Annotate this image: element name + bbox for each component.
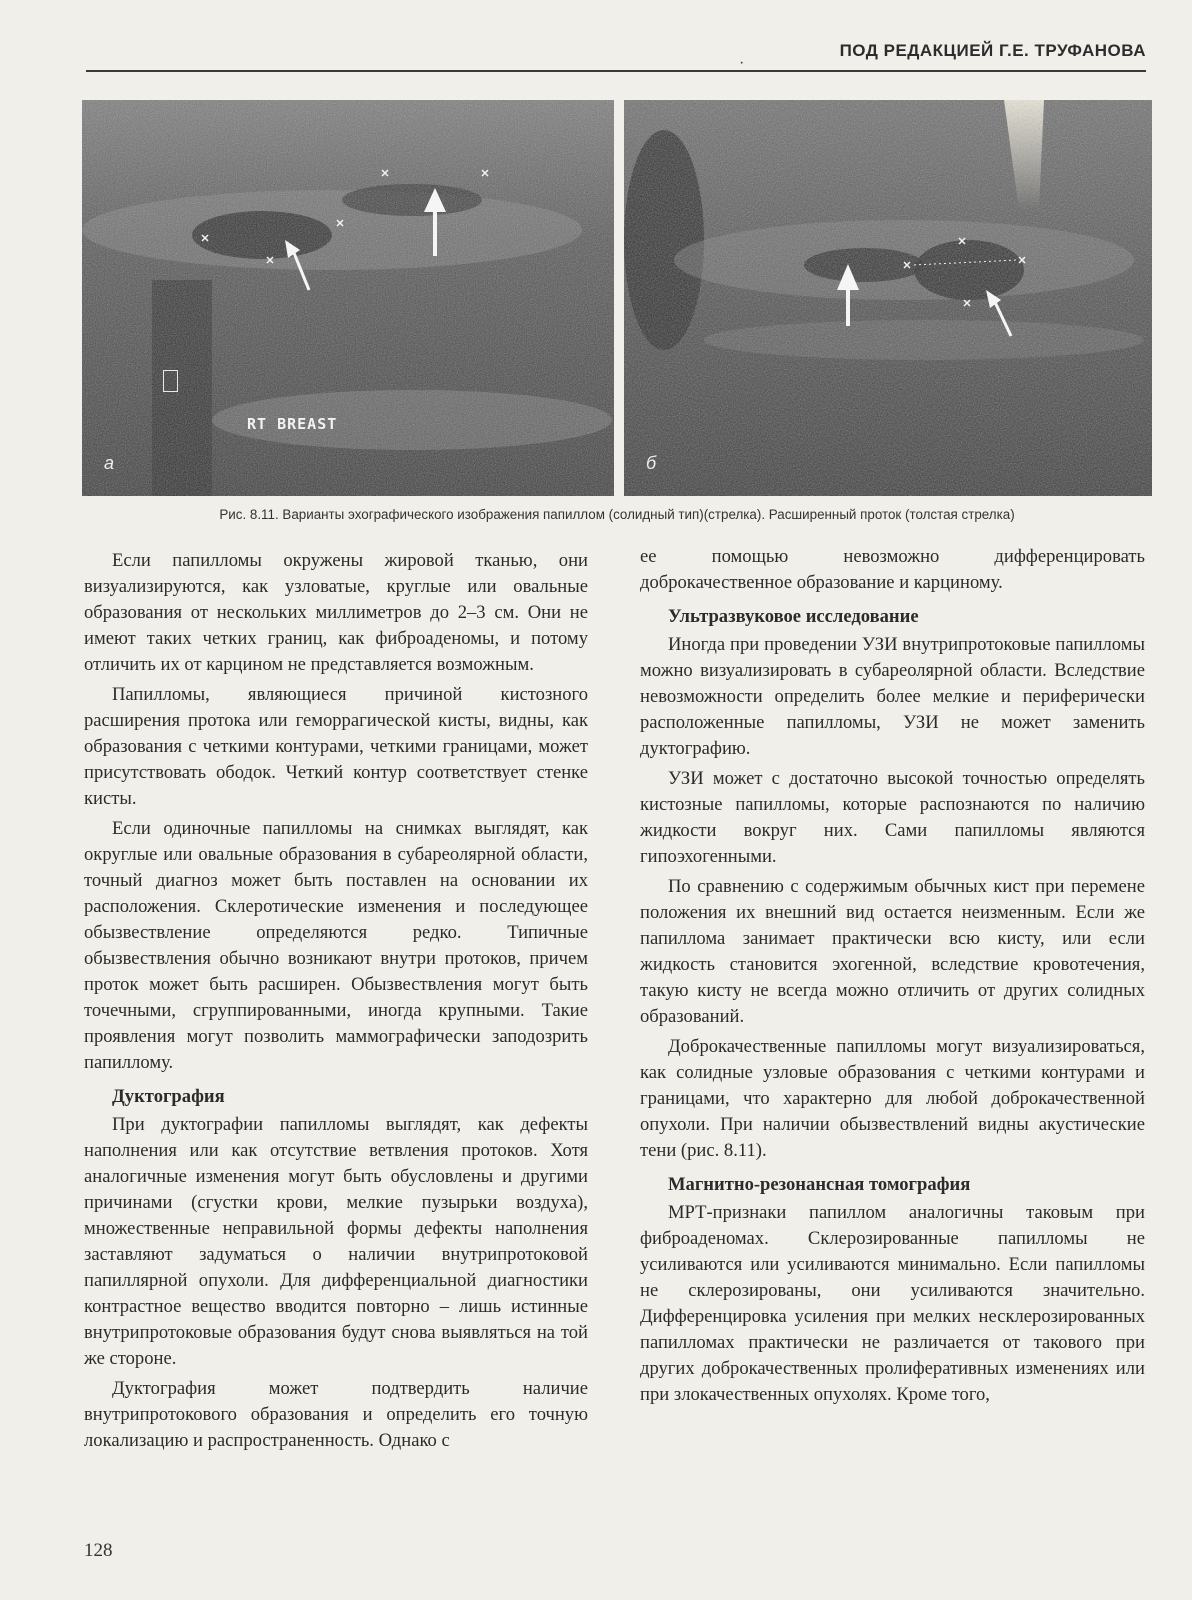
ultrasound-panel-a bbox=[82, 100, 614, 496]
paragraph: УЗИ может с достаточно высокой точностью определять кистозные папилломы, которые распознаются по наличию жидкости вокруг них. Сами папилломы являются гипоэхогенными. bbox=[640, 768, 1145, 867]
ultrasound-image-b bbox=[624, 100, 1152, 496]
running-header bbox=[86, 38, 1146, 72]
paragraph: При дуктографии папилломы выглядят, как дефекты наполнения или как отсутствие ветвления протоков. Хотя аналогичные изменения могут быть обусловлены и другими причинами (сгустки крови, мелкие пузырьки воздуха), множественные неправильной формы дефекты наполнения заставляют задуматься о наличии внутрипротоковой папиллярной опухоли. Для дифференциальной диагностики контрастное вещество вводится повторно – лишь истинные внутрипротоковые образования будут снова выявляться на той же стороне. bbox=[84, 1114, 588, 1369]
ultrasound-image-a bbox=[82, 100, 614, 496]
paragraph: Иногда при проведении УЗИ внутрипротоковые папилломы можно визуализировать в субареолярной области. Вследствие невозможности определить более мелкие и периферически расположенные папилломы, УЗИ не может заменить дуктографию. bbox=[640, 634, 1145, 759]
section-heading-mri: Магнитно-резонансная томография bbox=[668, 1174, 971, 1195]
paragraph: Доброкачественные папилломы могут визуализироваться, как солидные узловые образования с четкими контурами и границами, что характерно для любой доброкачественной опухоли. При наличии обызвествлений видны акустические тени (рис. 8.11). bbox=[640, 1036, 1145, 1161]
paragraph: Дуктография может подтвердить наличие внутрипротокового образования и определить его точную локализацию и распространенность. Однако с bbox=[84, 1378, 588, 1451]
paragraph: Папилломы, являющиеся причиной кистозного расширения протока или геморрагической кисты, видны, как образования с четкими контурами, четкими границами, может присутствовать ободок. Четкий контур соответствует стенке кисты. bbox=[84, 684, 588, 809]
ultrasound-panel-b bbox=[624, 100, 1152, 496]
paragraph: По сравнению с содержимым обычных кист при перемене положения их внешний вид остается неизменным. Если же папиллома занимает практически всю кисту, или если жидкость становится эхогенной, вследствие кровотечения, такую кисту не всегда можно отличить от других солидных образований. bbox=[640, 876, 1145, 1027]
figure-caption: Рис. 8.11. Варианты эхографического изображения папиллом (солидный тип)(стрелка). Расширенный проток (толстая стрелка) bbox=[219, 507, 1015, 522]
scale-box bbox=[163, 370, 178, 392]
section-heading-ultrasound: Ультразвуковое исследование bbox=[668, 606, 919, 627]
panel-label-b: б bbox=[646, 453, 657, 473]
paragraph: Если одиночные папилломы на снимках выглядят, как округлые или овальные образования в субареолярной области, точный диагноз может быть поставлен на основании их расположения. Склеротические изменения и последующее обызвествление определяются редко. Типичные обызвествления обычно возникают внутри протоков, причем проток может быть расширен. Обызвествления могут быть точечными, сгруппированными, иногда крупными. Такие проявления могут позволить маммографически заподозрить папиллому. bbox=[84, 818, 588, 1073]
rt-breast-label: RT BREAST bbox=[247, 415, 338, 433]
header-dot: · bbox=[739, 54, 745, 71]
paragraph: МРТ-признаки папиллом аналогичны таковым при фиброаденомах. Склерозированные папилломы не усиливаются или усиливаются минимально. Если папилломы не склерозированы, они усиливаются значительно. Дифференцировка усиления при мелких несклерозированных папилломах практически не различается от такового при других доброкачественных пролиферативных изменениях или при злокачественных опухолях. Кроме того, bbox=[640, 1202, 1145, 1405]
paragraph: ее помощью невозможно дифференцировать доброкачественное образование и карциному. bbox=[640, 546, 1145, 593]
page-number: 128 bbox=[84, 1540, 113, 1561]
section-heading-ductography: Дуктография bbox=[112, 1086, 225, 1107]
panel-label-a: а bbox=[104, 453, 115, 473]
left-column bbox=[84, 548, 588, 1458]
header-title: ПОД РЕДАКЦИЕЙ Г.Е. ТРУФАНОВА bbox=[839, 41, 1146, 60]
right-column bbox=[640, 544, 1145, 1412]
paragraph: Если папилломы окружены жировой тканью, они визуализируются, как узловатые, круглые или овальные образования от нескольких миллиметров до 2–3 см. Они не имеют таких четких границ, как фиброаденомы, и потому отличить их от карцином не представляется возможным. bbox=[84, 550, 588, 675]
